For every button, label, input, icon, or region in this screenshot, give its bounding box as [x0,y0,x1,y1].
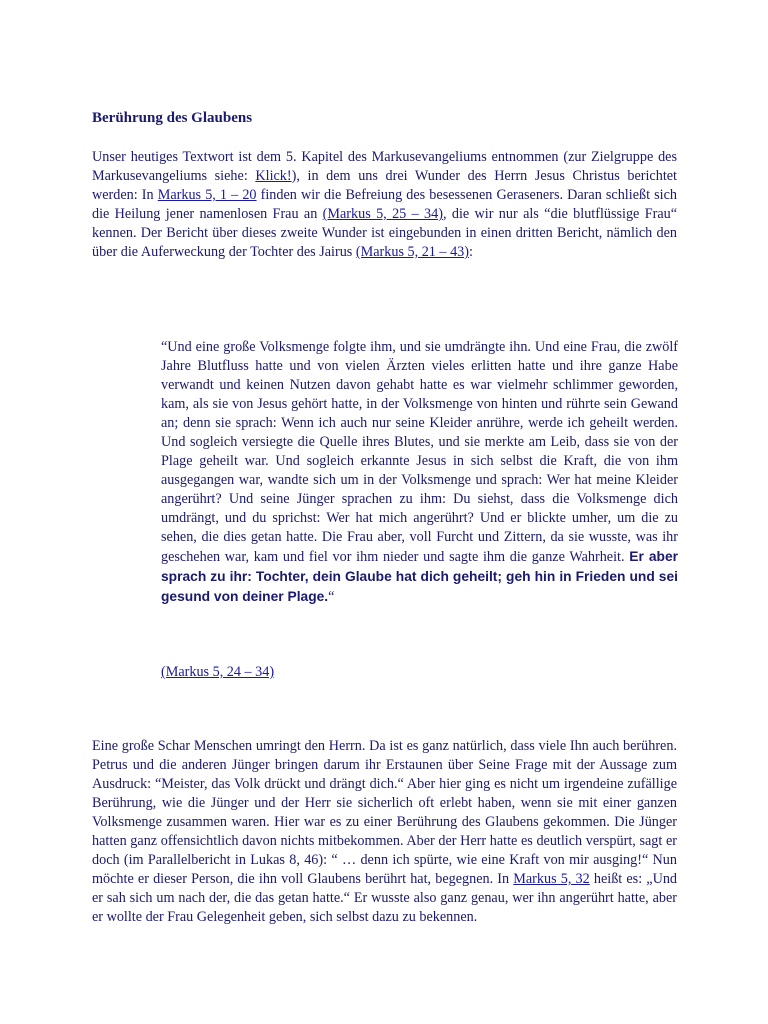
intro-text-5: : [468,244,473,260]
quote-end: “ [328,589,335,605]
markus-5-21-43-link[interactable]: (Markus 5, 21 – 43) [355,244,469,260]
markus-5-1-20-link[interactable]: Markus 5, 1 – 20 [157,187,257,203]
intro-paragraph [92,148,677,262]
body-text-2: heißt es: „Und er sah sich um nach der, die das getan hatte.“ Er wusste also ganz genau, wer ihn angerührt hatte, aber er wollte der Frau Gelegenheit geben, sich selbst dazu zu bekennen. [92,871,678,925]
page-title: Berührung des Glaubens [92,110,253,126]
quote-reference-link[interactable]: (Markus 5, 24 – 34) [161,664,275,680]
markus-5-25-34-link[interactable]: (Markus 5, 25 – 34) [322,206,443,222]
quote-text: “Und eine große Volksmenge folgte ihm, und sie umdrängte ihn. Und eine Frau, die zwölf Jahre Blutfluss hatte und von vielen Ärzten vieles erlitten hatte und ihre ganze Habe verwandt und keinen Nutzen davon gehabt hatte es war vielmehr schlimmer geworden, kam, als sie von Jesus gehört hatte, in der Volksmenge von hinten und rührte sein Gewand an; denn sie sprach: Wenn ich auch nur seine Kleider anrühre, werde ich geheilt werden. Und sogleich versiegte die Quelle ihres Blutes, und sie merkte am Leib, dass sie von der Plage geheilt war. Und sogleich erkannte Jesus in sich selbst die Kraft, die von ihm ausgegangen war, wandte sich um in der Volksmenge und sprach: Wer hat meine Kleider angerührt? Und seine Jünger sprachen zu ihm: Du siehst, dass die Volksmenge dich umdrängt, und du sprichst: Wer hat mich angerührt? Und er blickte umher, um die zu sehen, die dies getan hatte. Die Frau aber, voll Furcht und Zittern, da sie wusste, was ihr geschehen war, kam und fiel vor ihm nieder und sagte ihm die ganze Wahrheit. [161,339,678,565]
intro-text-1: Unser heutiges Textwort ist dem 5. Kapitel des Markusevangeliums entnommen (zur Zielgruppe des Markusevangeliums siehe: [92,149,677,184]
body-text-1: Eine große Schar Menschen umringt den Herrn. Da ist es ganz natürlich, dass viele Ihn auch berühren. Petrus und die anderen Jünger bringen darum ihr Erstaunen über Seine Frage mit der Aussage zum Ausdruck: “Meister, das Volk drückt und drängt dich.“ Aber hier ging es nicht um irgendeine zufällige Berührung, wie die Jünger und der Herr sie sicherlich oft erlebt haben, wenn sie mit einer ganzen Volksmenge zusammen waren. Hier war es zu einer Berührung des Glaubens gekommen. Die Jünger hatten ganz offensichtlich davon nichts mitbekommen. Aber der Herr hatte es deutlich verspürt, sagt er doch (im Parallelbericht in Lukas 8, 46): “ … denn ich spürte, wie eine Kraft von mir ausging!“ Nun möchte er dieser Person, die ihn voll Glaubens berührt hat, begegnen. In [92,738,677,887]
scripture-quote [161,338,678,607]
intro-text-3: finden wir die Befreiung des besessenen Geraseners. Daran schließt sich die Heilung jener namenlosen Frau an [92,187,677,222]
klick-link[interactable]: Klick! [255,168,292,184]
intro-text-2: ), in dem uns drei Wunder des Herrn Jesus Christus berichtet werden: In [92,168,677,203]
intro-text-4: , die wir nur als “die blutflüssige Frau“ kennen. Der Bericht über dieses zweite Wunder ist eingebunden in einen dritten Bericht, nämlich den über die Auferweckung der Tochter des Jairus [92,206,678,260]
body-paragraph [92,737,677,927]
markus-5-32-link[interactable]: Markus 5, 32 [513,871,590,887]
quote-bold-text: Er aber sprach zu ihr: Tochter, dein Glaube hat dich geheilt; geh hin in Frieden und sei gesund von deiner Plage. [161,549,678,604]
